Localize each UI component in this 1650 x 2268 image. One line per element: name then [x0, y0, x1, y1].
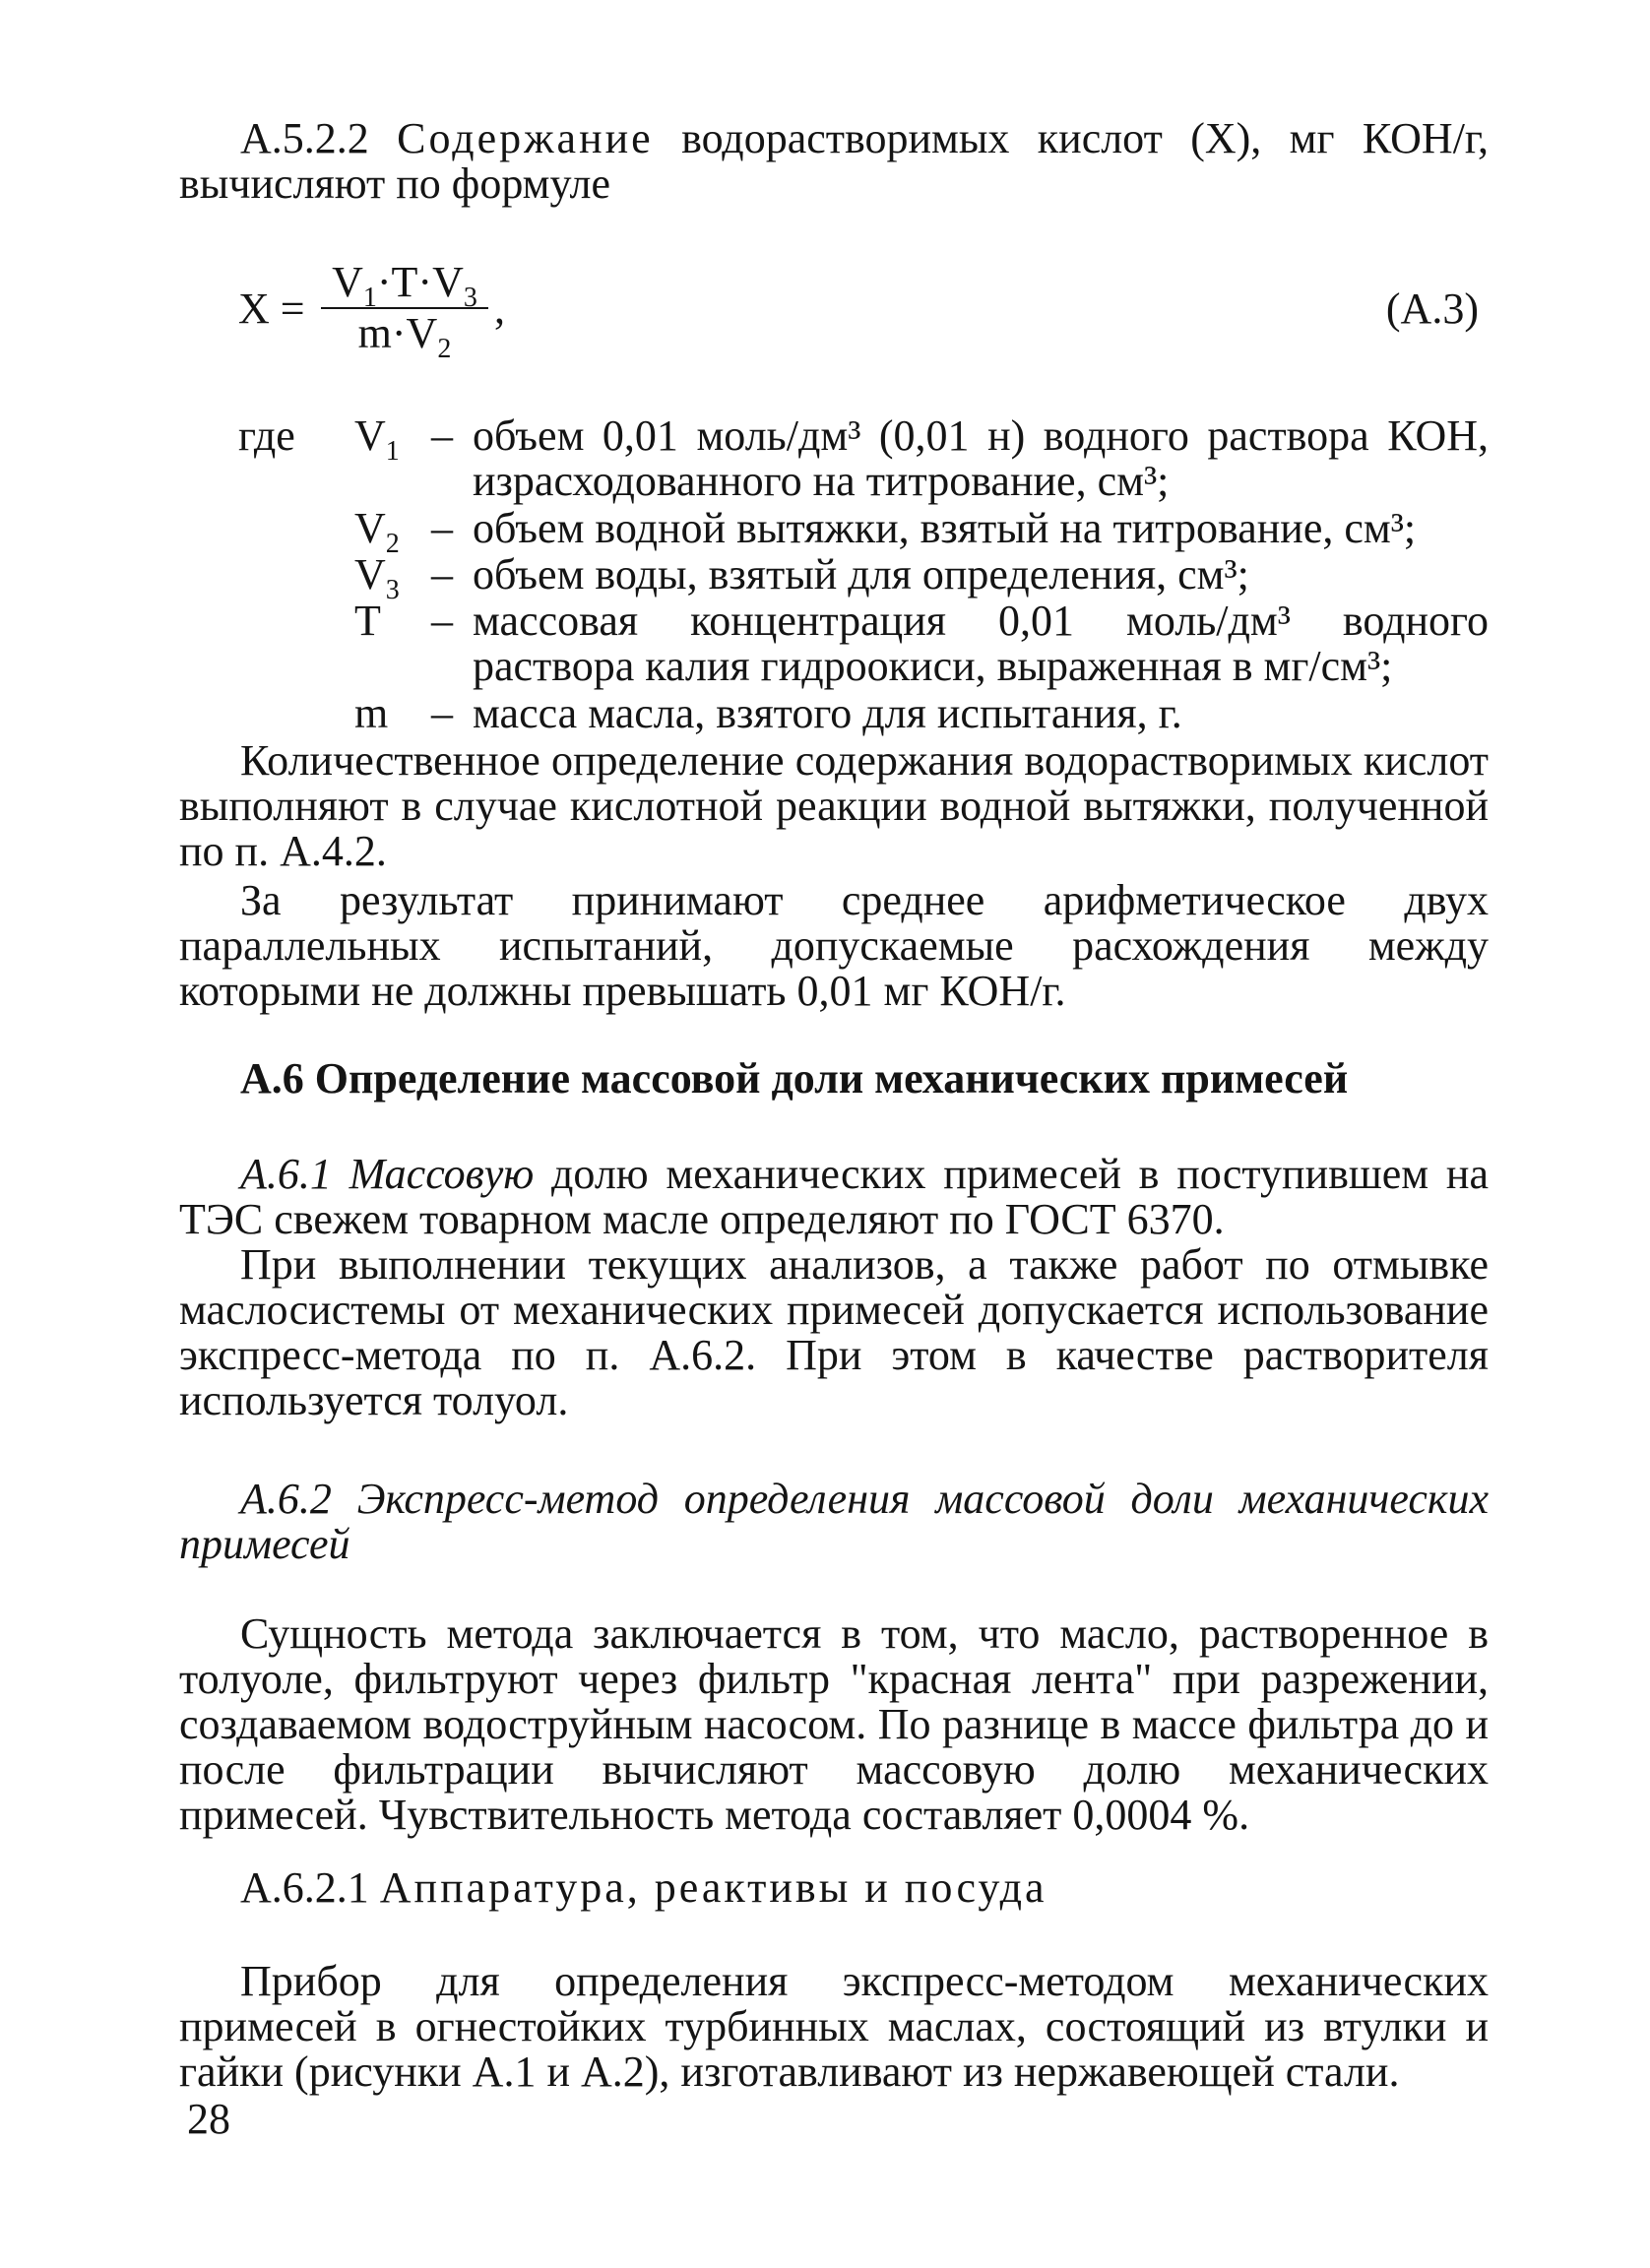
where-word: где [238, 411, 295, 460]
where-dash: – [431, 504, 453, 552]
paragraph-method-essence: Сущность метода заключается в том, что масло, растворенное в толуоле, фильтруют через фильтр "красная лента" при разрежении, создаваемом водоструйным насосом. По разнице в массе фильтра до и после фильтрации вычисляют массовую долю механических примесей. Чувствительность метода составляет 0,0004 %. [179, 1609, 1489, 1839]
where-symbol: m [354, 689, 389, 737]
formula-fraction [321, 258, 488, 364]
where-symbol: $V_3$ [354, 550, 400, 605]
where-text: объем водной вытяжки, взятый на титрование, см³; [473, 504, 1417, 552]
a6-1-italic: А.6.1 Массовую [240, 1150, 535, 1198]
where-symbol: $V_2$ [354, 504, 400, 559]
a6-2-1-number: А.6.2.1 [240, 1863, 369, 1912]
a6-1-text: долю механических примесей в поступившем на ТЭС свежем товарном масле определяют по ГОСТ 6370. [179, 1150, 1489, 1243]
where-dash: – [431, 550, 453, 598]
paragraph-current-analysis: При выполнении текущих анализов, а также работ по отмывке маслосистемы от механических примесей допускается использование экспресс-метода по п. А.6.2. При этом в качестве растворителя используется толуол. [179, 1240, 1489, 1424]
where-text: массовая концентрация 0,01 моль/дм³ водного раствора калия гидроокиси, выраженная в мг/см³; [473, 597, 1489, 690]
formula-denominator: $m\cdot V_2$ [357, 309, 452, 364]
where-text: объем воды, взятый для определения, см³; [473, 550, 1249, 598]
paragraph-a6-2: А.6.2 Экспресс-метод определения массовой доли механических примесей [179, 1475, 1489, 1568]
page-number: 28 [187, 2095, 230, 2143]
section-title: Содержание [397, 114, 654, 162]
where-dash: – [431, 597, 453, 645]
where-text: масса масла, взятого для испытания, г. [473, 689, 1182, 737]
a6-2-1-title: Аппаратура, реактивы и посуда [379, 1863, 1047, 1912]
formula-numerator: $V_1\cdot T\cdot V_3$ [321, 260, 488, 309]
where-symbol: Т [354, 597, 381, 645]
formula-comma: , [494, 284, 505, 333]
paragraph-a6-2-1 [179, 1865, 1489, 1911]
formula-lhs: X = [238, 284, 305, 333]
paragraph-device: Прибор для определения экспресс-методом механических примесей в огнестойких турбинных маслах, состоящий из втулки и гайки (рисунки А.1 и А.2), изготавливают из нержавеющей стали. [179, 1957, 1489, 2096]
paragraph-result: За результат принимают среднее арифметическое двух параллельных испытаний, допускаемые расхождения между которыми не должны превышать 0,01 мг КОН/г. [179, 876, 1489, 1015]
paragraph-a5-2-2 [179, 116, 1489, 207]
formula-label: (А.3) [1385, 284, 1479, 333]
where-dash: – [431, 689, 453, 737]
paragraph-a6-1 [179, 1152, 1489, 1242]
paragraph-quantitative: Количественное определение содержания водорастворимых кислот выполняют в случае кислотной реакции водной вытяжки, полученной по п. А.4.2. [179, 736, 1489, 875]
formula-a3 [238, 254, 1489, 372]
heading-a6: А.6 Определение массовой доли механических примесей [240, 1054, 1349, 1102]
section-text: водорастворимых кислот (Х), мг КОН/г, вычисляют по формуле [179, 114, 1490, 208]
where-symbol: $V_1$ [354, 411, 400, 467]
where-dash: – [431, 411, 453, 460]
where-text: объем 0,01 моль/дм³ (0,01 н) водного раствора КОН, израсходованного на титрование, см³; [473, 411, 1489, 505]
section-number: А.5.2.2 [240, 114, 369, 162]
